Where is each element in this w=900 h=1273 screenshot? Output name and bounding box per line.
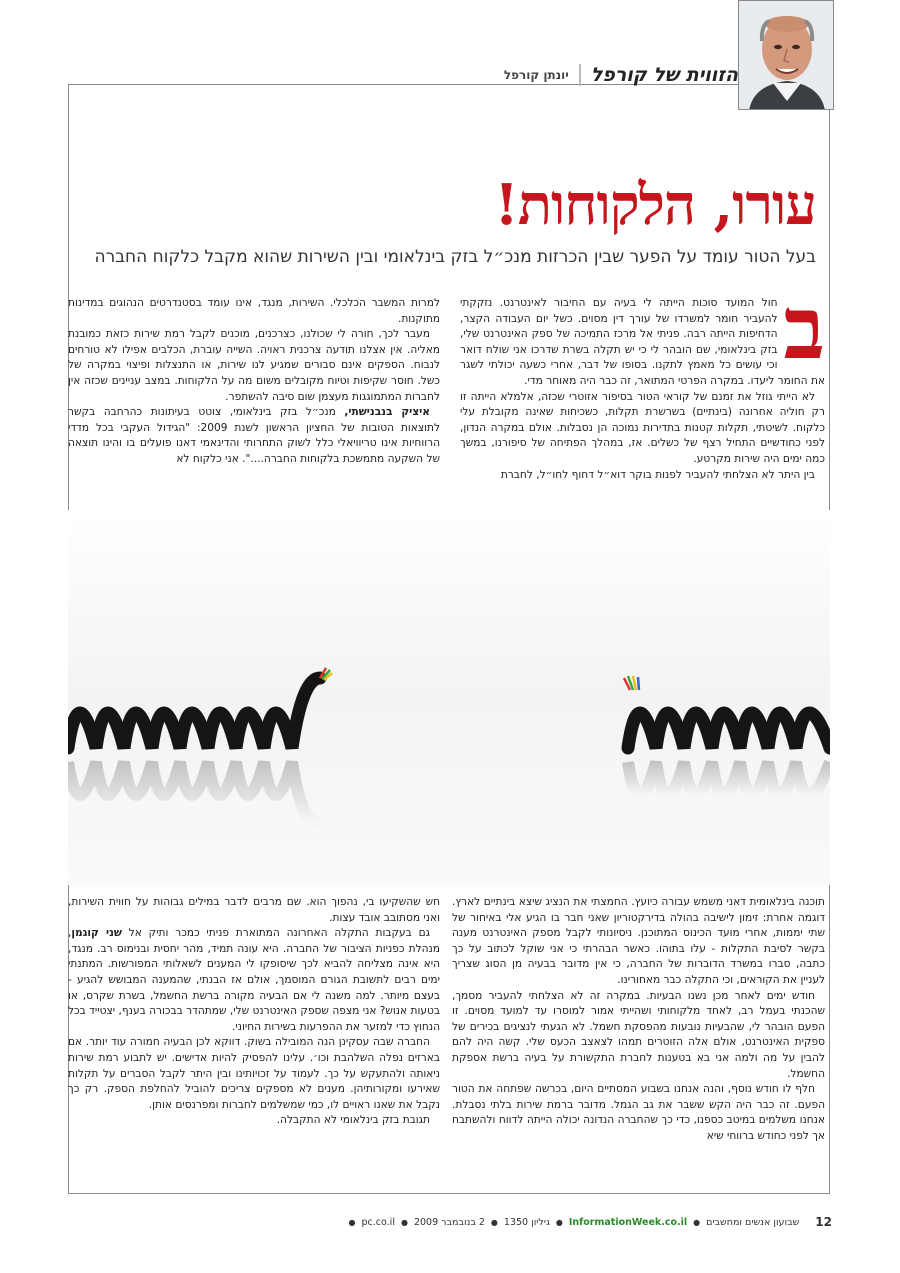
paragraph: החברה שבה עסקינן הנה המובילה בשוק. דווקא לכן הבעיה חמורה עוד יותר. אם בארזים נפלה השלהבת וכו׳. עלינו להפסיק להיות אדישים. יש לתבוע רמת שירות ניאותה ולהתעקש על כך. לעמוד על זכויותינו ובין היתר לקבל הסברים על תקלות שאירעו ומקורותיהן. מענים לא מספקים צריכים להוביל להחלפת הספק. רק כך נקבל את שאנו ראויים לו, כמי שמשלמים לחברות ומפרנסים אותן. (68, 1036, 440, 1111)
paragraph: תגובת בזק בינלאומי לא התקבלה. (276, 1114, 430, 1127)
paragraph: למרות המשבר הכלכלי. השירות, מנגד, אינו עומד בסטנדרטים הנהוגים במדינות מתוקנות. (68, 297, 440, 325)
paragraph: לא הייתי גוזל את זמנם של קוראי הטור בסיפור אזוטרי שכזה, אלמלא הייתה זו רק חוליה אחרונה (בינתיים) בשרשרת תקלות, כשכיחות שאינה מקובלת עלי כלקוח. לשיטתי, תקלות קטנות בתדירות נמוכה הן נסבלות. אולם במקרה הנדון, לפני כחודשיים התחיל רצף של כשלים. אז, במהלך הפתיחה של סיפורנו, במשך כמה ימים היה שירות מקרטע. (460, 390, 825, 465)
cable-photo (68, 510, 830, 885)
person-name: שני קוגמן (71, 927, 122, 940)
separator-dot: ● (400, 1217, 408, 1227)
paragraph (68, 926, 440, 1035)
site-name: InformationWeek.co.il (568, 1216, 688, 1228)
headline: עורו, הלקוחות! (494, 172, 816, 238)
column-title: הזווית של קורפל (579, 64, 738, 86)
article-column-bottom-right (452, 895, 825, 1145)
paragraph: חודש ימים לאחר מכן נשנו הבעיות. במקרה זה לא הצלחתי להעביר מסמך, שהכנתי בעמל רב, לאחד מלקוחותי ושהייתי אמור למוסרו עד למועד מסוים. זו הפעם הובהר לי, שהבעיות נובעות מהפסקת חשמל. לא הגעתי לנציגים בכירים של ספקית האינטרנט, אולם אלה הזוטרים תמהו לצאצב הכעס שלי. קשה היה להם להבין על מה ולמה אני בא בטענות לחברת התקשורת על בעיה ברשת אספקת החשמל. (452, 989, 825, 1080)
column-author: יונתן קורפל (503, 68, 569, 82)
person-name: איציק בנבנישתי, (344, 406, 430, 419)
footer-url: pc.co.il (361, 1216, 395, 1228)
paragraph: בין היתר לא הצלחתי להעביר לפנות בוקר דוא״ל דחוף לחו״ל, לחברת (500, 468, 815, 481)
page-number: 12 (815, 1215, 832, 1229)
page-footer (68, 1212, 832, 1232)
paragraph: תוכנה בינלאומית דאני משמש עבורה כיועץ. החמצתי את הנציג שיצא בינתיים לארץ. דוגמה אחרת: זימון לישיבה בהולה בדירקטוריון שאני חבר בו הגיע אלי באיחור של שתי יממות, אחרי מועד הכינוס המתוכנן. ניסיונותי לקבל מספק האינטרנט מענה בקשר לסיבת התקלות - עלו בתוהו. כאשר הבהרתי כי אני שוקל לכתוב על כך כתבה, סברו במשרד הדוברות של החברה, כי אין מדובר בבעיה מן הסוג שצריך לעניין את הקוראים, וכי התקלה כבר מאחורינו. (452, 896, 825, 986)
paragraph-text: מנכ״ל בזק בינלאומי, צוטט בעיתונות כהרחבה בקשר לתוצאות הטובות של החציון הראשון לשנת 2009: "הגידול העקבי בכל מדדי הרווחיות אינו טריוויאלי כלל לשוק התחרותי והדינאמי דאנו פועלים בו והינו תוצאה של השקעה מתמשכת בלקוחות החברה....". אני כלקוח לא (68, 406, 440, 465)
separator-dot: ● (490, 1217, 498, 1227)
column-header (420, 62, 738, 86)
paragraph: מעבר לכך, חורה לי שכולנו, כצרכנים, מוכנים לקבל רמת שירות כזאת כמובנת מאליה. אין אצלנו תודעה צרכנית ראויה. השייה עוברת, הכלבים אפילו לא טורחים לנבוח. הספקים אינם סבורים שמגיע לנו שירות, או התנצלות ופיצוי במקרה של כשל. חוסר שקיפות וטיוח מקובלים משום מה על הלקוחות. במצב עניינים שכזה אין לחברות המתמוגגות מעצמן שום סיבה להשתפר. (68, 328, 440, 403)
author-photo (738, 0, 834, 110)
separator-dot: ● (555, 1217, 563, 1227)
paragraph-text: , מנהלת כפניות הציבור של החברה. היא עונה תמיד, מהר יחסית ובנימוס רב. מנגד, היא אינה מצליחה להביא לכך שיסופקו לי המענים לשאלותי המפורשות. המתנתי ימים רבים לתשובת הגורם המוסמך, אולם אז הבנתי, שהמענה המבושש להגיע - בעצם מיותר. למה משנה לי אם הבעיה מקורה ברשת החשמל, בשרת שקרס, או בטעות אנוש? אני מצפה שספק האינטרנט שלי, שמתהדר בבכורה בענף, יצטייד בכל הנחוץ כדי למזער את ההפרעות בשירות החיוני. (68, 927, 440, 1033)
paragraph-text: גם בעקבות התקלה האחרונה המתוארת פניתי כמכר ותיק אל (121, 927, 430, 940)
article-column-bottom-left (68, 895, 440, 1129)
dropcap: ב (783, 278, 825, 379)
paragraph: חש שהשקיעו בי, נהפוך הוא. שם מרבים לדבר במילים גבוהות על חווית השירות, ואני מסתובב אובד עצות. (68, 896, 440, 924)
separator-dot: ● (348, 1217, 356, 1227)
publication-name: שבועון אנשים ומחשבים (706, 1216, 800, 1228)
paragraph: חול המועד סוכות הייתה לי בעיה עם החיבור לאינטרנט. נזקקתי להעביר חומר למשרדו של עורך דין מסוים. כשל יום העבודה הקצר, הדחיפות הייתה רבה. פניתי אל מרכז התמיכה של ספק האינטרנט שלי, בזק בינלאומי, שם הובהר לי כי יש תקלה בשרת שדרכו אני שולח דואר וכי עושים כל מאמץ לתקנו. בסופו של דבר, אחרי כשעה יכולתי לשגר את החומר ליעדו. במקרה הפרטי המתואר, זה כבר היה מאוחר מדי. (460, 297, 825, 387)
subheadline: בעל הטור עומד על הפער שבין הכרזות מנכ״ל בזק בינלאומי ובין השירות שהוא מקבל כלקוח החברה (94, 247, 816, 267)
issue-date: 2 בנובמבר 2009 (413, 1216, 485, 1228)
paragraph: חלף לו חודש נוסף, והנה אנחנו בשבוע המסתיים היום, בכרשה שפתחה את הטור הפעם. זה כבר היה הקש ששבר את גב הגמל. מדובר ברמת שירות בלתי נסבלת. אנחנו משלמים במיטב כספנו, כדי כך שהחברה הנדונה יכולה הייתה לדווח ולהשתבח אך לפני כחודש ברווחי שיא (452, 1083, 825, 1142)
issue-number: גיליון 1350 (503, 1216, 550, 1228)
paragraph (68, 405, 440, 467)
article-column-top-right (460, 278, 825, 483)
separator-dot: ● (693, 1217, 701, 1227)
article-column-top-left (68, 296, 440, 468)
